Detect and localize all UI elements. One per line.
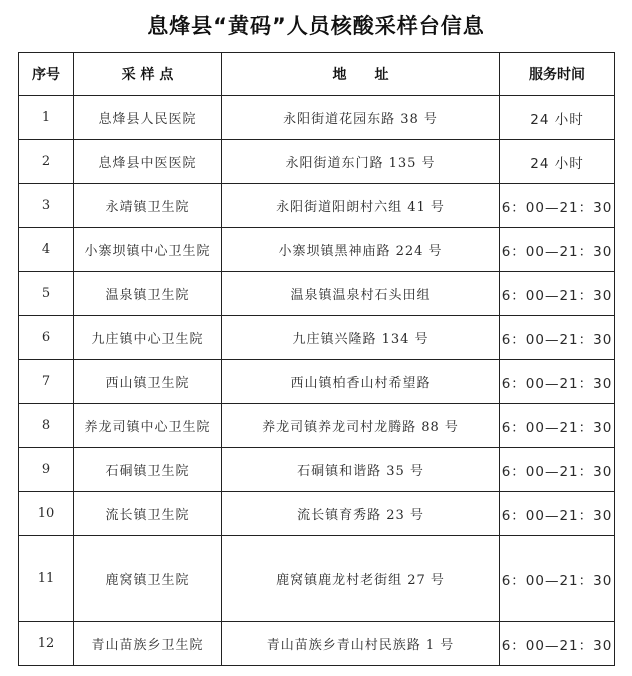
row-number: 4 [19,228,74,272]
site-name: 九庄镇中心卫生院 [74,316,222,360]
service-hours: 6：00—21：30 [500,622,615,666]
site-name: 息烽县人民医院 [74,96,222,140]
table-row [19,228,615,272]
site-name: 青山苗族乡卫生院 [74,622,222,666]
row-number: 1 [19,96,74,140]
service-hours: 6：00—21：30 [500,228,615,272]
site-address: 流长镇育秀路 23 号 [222,492,500,536]
table-row [19,622,615,666]
site-address: 小寨坝镇黑神庙路 224 号 [222,228,500,272]
site-name: 流长镇卫生院 [74,492,222,536]
site-address: 西山镇柏香山村希望路 [222,360,500,404]
service-hours: 6：00—21：30 [500,536,615,622]
service-hours: 24 小时 [500,96,615,140]
site-name: 鹿窝镇卫生院 [74,536,222,622]
site-address: 石硐镇和谐路 35 号 [222,448,500,492]
row-number: 2 [19,140,74,184]
sampling-site-table [18,52,615,666]
service-hours: 6：00—21：30 [500,448,615,492]
site-name: 西山镇卫生院 [74,360,222,404]
table-row [19,404,615,448]
service-hours: 24 小时 [500,140,615,184]
table-header-row [19,53,615,96]
service-hours: 6：00—21：30 [500,184,615,228]
site-address: 九庄镇兴隆路 134 号 [222,316,500,360]
site-address: 永阳街道阳朗村六组 41 号 [222,184,500,228]
site-name: 养龙司镇中心卫生院 [74,404,222,448]
row-number: 12 [19,622,74,666]
site-address: 青山苗族乡青山村民族路 1 号 [222,622,500,666]
service-hours: 6：00—21：30 [500,404,615,448]
site-name: 温泉镇卫生院 [74,272,222,316]
table-row [19,536,615,622]
row-number: 5 [19,272,74,316]
table-row [19,272,615,316]
site-name: 小寨坝镇中心卫生院 [74,228,222,272]
column-header-address: 地 址 [222,53,500,96]
table-row [19,96,615,140]
site-address: 养龙司镇养龙司村龙腾路 88 号 [222,404,500,448]
site-address: 永阳街道花园东路 38 号 [222,96,500,140]
table-row [19,448,615,492]
site-address: 永阳街道东门路 135 号 [222,140,500,184]
table-row [19,316,615,360]
site-address: 鹿窝镇鹿龙村老街组 27 号 [222,536,500,622]
page-title: 息烽县“黄码”人员核酸采样台信息 [147,14,485,38]
service-hours: 6：00—21：30 [500,272,615,316]
table-row [19,184,615,228]
site-name: 石硐镇卫生院 [74,448,222,492]
service-hours: 6：00—21：30 [500,360,615,404]
row-number: 7 [19,360,74,404]
column-header-no: 序号 [19,53,74,96]
site-name: 永靖镇卫生院 [74,184,222,228]
service-hours: 6：00—21：30 [500,492,615,536]
row-number: 9 [19,448,74,492]
column-header-hours: 服务时间 [500,53,615,96]
row-number: 11 [19,536,74,622]
column-header-site: 采 样 点 [74,53,222,96]
table-row [19,492,615,536]
row-number: 3 [19,184,74,228]
table-row [19,140,615,184]
row-number: 8 [19,404,74,448]
site-address: 温泉镇温泉村石头田组 [222,272,500,316]
service-hours: 6：00—21：30 [500,316,615,360]
site-name: 息烽县中医医院 [74,140,222,184]
row-number: 10 [19,492,74,536]
table-row [19,360,615,404]
row-number: 6 [19,316,74,360]
